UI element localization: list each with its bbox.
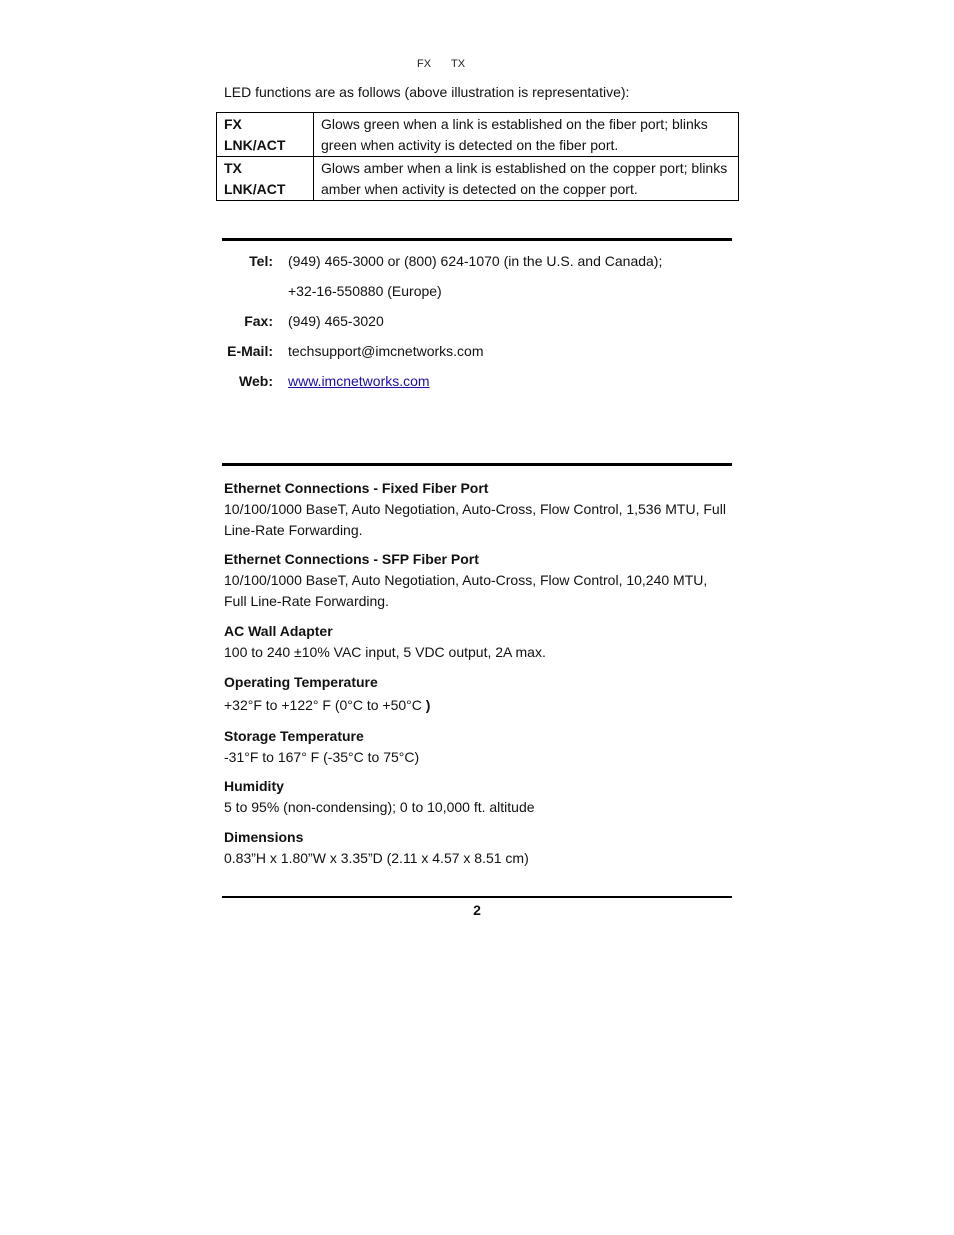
spec-ac-adapter [224,621,732,663]
led-key-cell [217,113,314,157]
led-key-line: LNK/ACT [224,181,286,197]
spec-text: +32°F to +122° F (0°C to +50°C [224,697,422,713]
spec-text: -31°F to 167° F (-35°C to 75°C) [224,749,420,765]
tx-led-label: TX [451,58,466,70]
email-label: E-Mail: [227,343,273,359]
led-key-line: TX [224,160,242,176]
spec-text: 10/100/1000 BaseT, Auto Negotiation, Auto-Cross, Flow Control, 1,536 MTU, Full Line-Rate Forwarding. [224,501,726,538]
led-intro-text: LED functions are as follows (above illustration is representative): [224,84,630,100]
section-divider [222,463,732,466]
spec-storage-temp [224,726,732,768]
fax-value: (949) 465-3020 [288,313,384,329]
website-link[interactable]: www.imcnetworks.com [288,373,430,389]
spec-text-tail: ) [425,697,431,713]
spec-text-line [224,695,732,716]
table-row [217,113,739,157]
spec-heading: Humidity [224,778,284,794]
spec-heading: Ethernet Connections - SFP Fiber Port [224,551,479,567]
led-desc-cell: Glows green when a link is established on the fiber port; blinks green when activity is detected on the fiber port. [314,113,739,157]
spec-heading: Dimensions [224,829,304,845]
spec-text: 10/100/1000 BaseT, Auto Negotiation, Auto-Cross, Flow Control, 10,240 MTU, Full Line-Rate Forwarding. [224,572,708,609]
spec-text: 100 to 240 ±10% VAC input, 5 VDC output, 2A max. [224,644,546,660]
tel-value-europe: +32-16-550880 (Europe) [288,283,442,299]
footer-divider [222,896,732,898]
page-number: 2 [473,902,481,918]
tel-label: Tel: [249,253,273,269]
web-label: Web: [239,373,273,389]
spec-operating-temp [224,672,732,716]
spec-heading: AC Wall Adapter [224,623,333,639]
spec-sfp-fiber [224,549,732,612]
led-function-table [216,112,739,201]
spec-humidity [224,776,732,818]
spec-heading: Operating Temperature [224,674,378,690]
led-key-line: FX [224,116,242,132]
led-key-cell [217,157,314,201]
led-key-line: LNK/ACT [224,137,286,153]
led-desc-cell: Glows amber when a link is established on the copper port; blinks amber when activity is detected on the copper port. [314,157,739,201]
email-value: techsupport@imcnetworks.com [288,343,484,359]
spec-heading: Storage Temperature [224,728,364,744]
fax-label: Fax: [244,313,273,329]
tel-value: (949) 465-3000 or (800) 624-1070 (in the U.S. and Canada); [288,253,663,269]
fx-led-label: FX [417,58,432,70]
spec-fixed-fiber [224,478,732,541]
spec-text: 5 to 95% (non-condensing); 0 to 10,000 ft. altitude [224,799,535,815]
spec-heading: Ethernet Connections - Fixed Fiber Port [224,480,489,496]
spec-dimensions [224,827,732,869]
table-row [217,157,739,201]
spec-text: 0.83”H x 1.80”W x 3.35”D (2.11 x 4.57 x 8.51 cm) [224,850,529,866]
section-divider [222,238,732,241]
